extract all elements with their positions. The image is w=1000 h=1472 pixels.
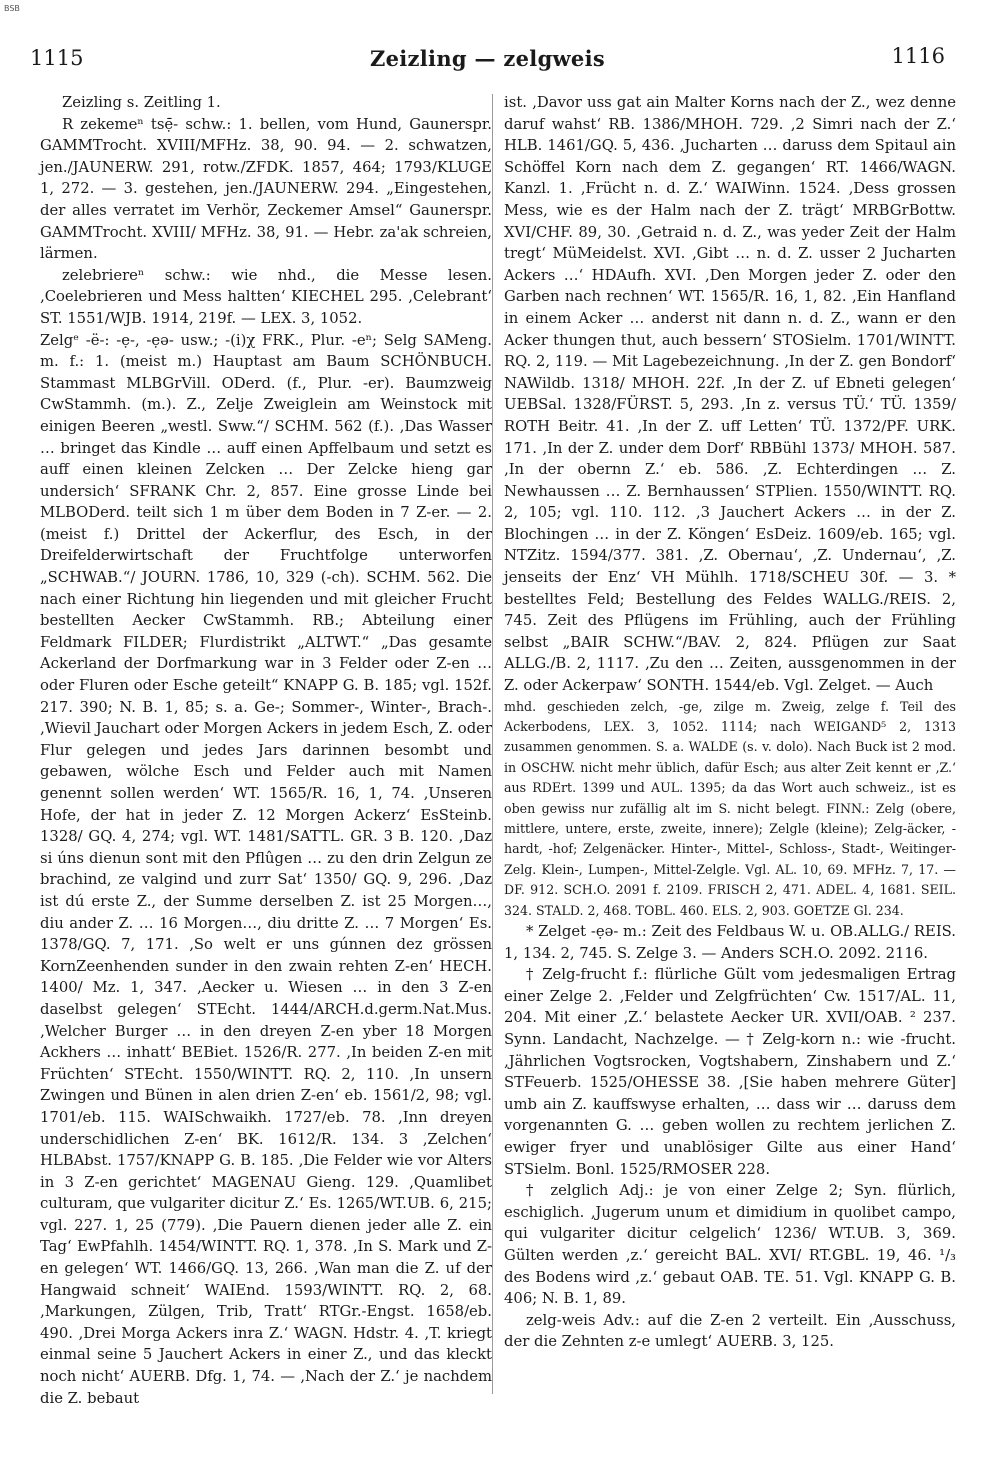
dictionary-entry: Zeizling s. Zeitling 1. [62,94,221,111]
dictionary-entry: † zelglich Adj.: je von einer Zelge 2; Syn. flürlich, eschiglich. ‚Jugerum unum et dimidium in quolibet campo, qui vulgariter dicitur celgelich‘ 1236/ WT.UB. 3, 369. Gülten werden ‚z.‘ gereicht BAL. XVI/ RT.GBL. 19, 46. ¹/₃ des Bodens wird ‚z.‘ gebaut OAB. TE. 51. Vgl. KNAPP G. B. 406; N. B. 1, 89. [504,1182,956,1308]
left-column [40,92,492,1409]
running-title: Zeizling — zelgweis [369,46,605,71]
dictionary-entry: Zelgᵉ -ë-: -ẹ-, -ẹə- usw.; -(i)χ FRK., Plur. -eⁿ; Selg SAMeng. m. f.: 1. (meist m.) Hauptast am Baum SCHÖNBUCH. Stammast MLBGrVill. ODerd. (f., Plur. -er). Baumzweig CwStammh. (m.). Z., Zelje Zweiglein am Weinstock mit einigen Beeren „westl. Sww.“/ SCHM. 562 (f.). ‚Das Wasser … bringet das Kindle … auff einen Apffelbaum und setzt es auff einen kleinen Zelcken … Der Zelcke hieng gar undersich‘ SFRANK Chr. 2, 857. Eine grosse Linde bei MLBODerd. teilt sich 1 m über dem Boden in 7 Z-er. — 2. (meist f.) Drittel der Ackerflur, des Esch, in der Dreifelderwirtschaft der Fruchtfolge unterworfen „SCHWAB.“/ JOURN. 1786, 10, 329 (-ch). SCHM. 562. Die nach einer Richtung hin liegenden und mit gleicher Frucht bestellten Aecker CwStammh. RB.; Abteilung einer Feldmark FILDER; Flurdistrikt „ALTWT.“ „Das gesamte Ackerland der Dorfmarkung war in 3 Felder oder Z-en … oder Fluren oder Esche geteilt“ KNAPP G. B. 185; vgl. 152f. 217. 390; N. B. 1, 85; s. a. Ge-; Sommer-, Winter-, Brach-. ‚Wievil Jauchart oder Morgen Ackers in jedem Esch, Z. oder Flur gelegen und jedes Jars darinnen besombt und gebawen, wölche Esch und Felder auch mit Namen genennt sollen werden‘ WT. 1565/R. 16, 1, 74. ‚Unseren Hofe, der hat in jeder Z. 12 Morgen Ackerz‘ EsSteinb. 1328/ GQ. 4, 274; vgl. WT. 1481/SATTL. GR. 3 B. 120. ‚Daz si úns dienun sont mit den Pflûgen … zu den drin Zelgun ze brachind, ze valgind und zurr Sat‘ 1350/ GQ. 9, 296. ‚Daz ist dú erste Z., der Summe derselben Z. ist 25 Morgen…, diu ander Z. … 16 Morgen…, diu dritte Z. … 7 Morgen‘ Es. 1378/GQ. 7, 171. ‚So welt er uns gúnnen dez grössen KornZeenhenden sunder in den zwain rehten Z-en‘ HECH. 1400/ Mz. 1, 347. ‚Aecker u. Wiesen … in den 3 Z-en daselbst gelegen‘ STEcht. 1444/ARCH.d.germ.Nat.Mus. ‚Welcher Burger … in den dreyen Z-en yber 18 Morgen Ackhers … inhatt‘ BEBiet. 1526/R. 277. ‚In beiden Z-en mit Früchten‘ STEcht. 1550/WINTT. RQ. 2, 110. ‚In unsern Zwingen und Bünen in alen drien Z-en‘ eb. 1561/2, 98; vgl. 1701/eb. 115. WAISchwaikh. 1727/eb. 78. ‚Inn dreyen underschidlichen Z-en‘ BK. 1612/R. 134. 3 ‚Zelchen‘ HLBAbst. 1757/KNAPP G. B. 185. ‚Die Felder wie vor Alters in 3 Z-en gerichtet‘ MAGENAU Gieng. 129. ‚Quamlibet culturam, que vulgariter dicitur Z.‘ Es. 1265/WT.UB. 6, 215; vgl. 227. 1, 25 (779). ‚Die Pauern dienen jeder alle Z. ein Tag‘ EwPfahlh. 1454/WINTT. RQ. 1, 378. ‚In S. Mark und Z-en gelegen‘ WT. 1466/GQ. 13, 266. ‚Wan man die Z. uf der Hangwaid schneit‘ WAIEnd. 1593/WINTT. RQ. 2, 68. ‚Markungen, Zülgen, Trib, Tratt‘ RTGr.-Engst. 1658/eb. 490. ‚Drei Morga Ackers inra Z.‘ WAGN. Hdstr. 4. ‚T. kriegt einmal seine 5 Jauchert Ackers in einer Z., und das kleckt noch nicht‘ AUERB. Dfg. 1, 74. — ‚Nach der Z.‘ je nachdem die Z. bebaut [40,331,492,1407]
dictionary-entry: † Zelg-frucht f.: flürliche Gült vom jedesmaligen Ertrag einer Zelge 2. ‚Felder und Zelgfrüchten‘ Cw. 1517/AL. 11, 204. Mit einer ‚Z.‘ belastete Aecker UR. XVII/OAB. ² 237. Synn. Landacht, Nachzelge. — † Zelg-korn n.: wie -frucht. ‚Jährlichen Vogtsrocken, Vogtshabern, Zinshabern und Z.‘ STFeuerb. 1525/OHESSE 38. ‚[Sie haben mehrere Güter] umb ain Z. kauffswyse erhalten, … dass wir … daruss dem vorgenannten G. … geben wollen zu rechtem jerlichen Z. ewiger fryer und unablösiger Gilte aus einer Hand‘ STSielm. Bonl. 1525/RMOSER 228. [504,966,956,1178]
dictionary-entry: * Zelget -ẹə- m.: Zeit des Feldbaus W. u. OB.ALLG./ REIS. 1, 134. 2, 745. S. Zelge 3. — Anders SCH.O. 2092. 2116. [504,923,956,962]
dictionary-entry: zelebriereⁿ schw.: wie nhd., die Messe lesen. ‚Coelebrieren und Mess haltten‘ KIECHEL 295. ‚Celebrant‘ ST. 1551/WJB. 1914, 219f. — LEX. 3, 1052. [40,266,492,327]
page-header [30,40,945,80]
column-divider [492,94,493,1394]
dictionary-entry: ist. ‚Davor uss gat ain Malter Korns nach der Z., wez denne daruf wahst‘ RB. 1386/MHOH. 729. ‚2 Simri nach der Z.‘ HLB. 1461/GQ. 5, 436. ‚Jucharten … daruss dem Spitaul ain Schöffel Korn nach dem Z. gegangen‘ RT. 1466/WAGN. Kanzl. 1. ‚Frücht n. d. Z.‘ WAIWinn. 1524. ‚Dess grossen Mess, wie es der Halm nach der Z. trägt‘ MRBGrBottw. XVI/CHF. 89, 30. ‚Getraid n. d. Z., was yeder Zeit der Halm tregt‘ MüMeidelst. XVI. ‚Gibt … n. d. Z. usser 2 Jucharten Ackers …‘ HDAufh. XVI. ‚Den Morgen jeder Z. oder den Garben nach rechnen‘ WT. 1565/R. 16, 1, 82. ‚Ein Hanfland in einem Acker … anderst nit dann n. d. Z., wann er den Acker thungen thut, auch bessern‘ STOSielm. 1701/WINTT. RQ. 2, 119. — Mit Lagebezeichnung. ‚In der Z. gen Bondorf‘ NAWildb. 1318/ MHOH. 22f. ‚In der Z. uf Ebneti gelegen‘ UEBSal. 1328/FÜRST. 5, 293. ‚In z. versus TÜ.‘ TÜ. 1359/ ROTH Beitr. 41. ‚In der Z. uff Letten‘ TÜ. 1372/PF. URK. 171. ‚In der Z. under dem Dorf‘ RBBühl 1373/ MHOH. 587. ‚In der obernn Z.‘ eb. 586. ‚Z. Echterdingen … Z. Newhaussen … Z. Bernhaussen‘ STPlien. 1550/WINTT. RQ. 2, 105; vgl. 110. 112. ‚3 Jauchert Ackers … in der Z. Blochingen … in der Z. Köngen‘ EsDeiz. 1609/eb. 165; vgl. NTZitz. 1594/377. 381. ‚Z. Obernau‘, ‚Z. Undernau‘, ‚Z. jenseits der Enz‘ VH Mühlh. 1718/SCHEU 30f. — 3. * bestelltes Feld; Bestellung des Feldes WALLG./REIS. 2, 745. Zeit des Pflügens im Frühling, auch der Frühling selbst „BAIR SCHW.“/BAV. 2, 824. Pflügen zur Saat ALLG./B. 2, 1117. ‚Zu den … Zeiten, aussgenommen in der Z. oder Ackerpaw‘ SONTH. 1544/eb. Vgl. Zelget. — Auch [504,94,956,695]
dictionary-entry: zelg-weis Adv.: auf die Z-en 2 verteilt. Ein ‚Ausschuss, der die Zehnten z-e umlegt‘ AUERB. 3, 125. [504,1311,956,1351]
dictionary-entry: R zekemeⁿ tsẹ̄- schw.: 1. bellen, vom Hund, Gaunerspr. GAMMTrocht. XVIII/MFHz. 38, 90. 94. — 2. schwatzen, jen./JAUNERW. 291, rotw./ZFDK. 1857, 464; 1793/KLUGE 1, 272. — 3. gestehen, jen./JAUNERW. 294. „Eingestehen, der alles verratet im Verhör, Zeckemer Amsel“ Gaunerspr. GAMMTrocht. XVIII/ MFHz. 38, 91. — Hebr. za'ak schreien, lärmen. [40,115,492,263]
library-stamp: BSB [4,4,20,13]
dictionary-entry: mhd. geschieden zelch, -ge, zilge m. Zweig, zelge f. Teil des Ackerbodens, LEX. 3, 1052. 1114; nach WEIGAND⁵ 2, 1313 zusammen genommen. S. a. WALDE (s. v. dolo). Nach Buck ist 2 mod. in OSCHW. nicht mehr üblich, dafür Esch; aus alter Zeit kennt er ‚Z.‘ aus RDErt. 1399 und AUL. 1395; da das Wort auch schweiz., ist es oben gewiss nur zufällig alt im S. nicht belegt. FINN.: Zelg (obere, mittlere, untere, erste, zweite, innere); Zelgle (kleine); Zelg-äcker, -hardt, -hof; Zelgenäcker. Hinter-, Mittel-, Schloss-, Stadt-, Weitinger-Zelg. Klein-, Lumpen-, Mittel-Zelgle. Vgl. AL. 10, 69. MFHz. 7, 17. — DF. 912. SCH.O. 2091 f. 2109. FRISCH 2, 471. ADEL. 4, 1681. SEIL. 324. STALD. 2, 468. TOBL. 460. ELS. 2, 903. GOETZE Gl. 234. [504,698,956,918]
right-column [504,92,956,1353]
page-number-left: 1115 [30,46,84,70]
page-number-right: 1116 [891,44,945,68]
